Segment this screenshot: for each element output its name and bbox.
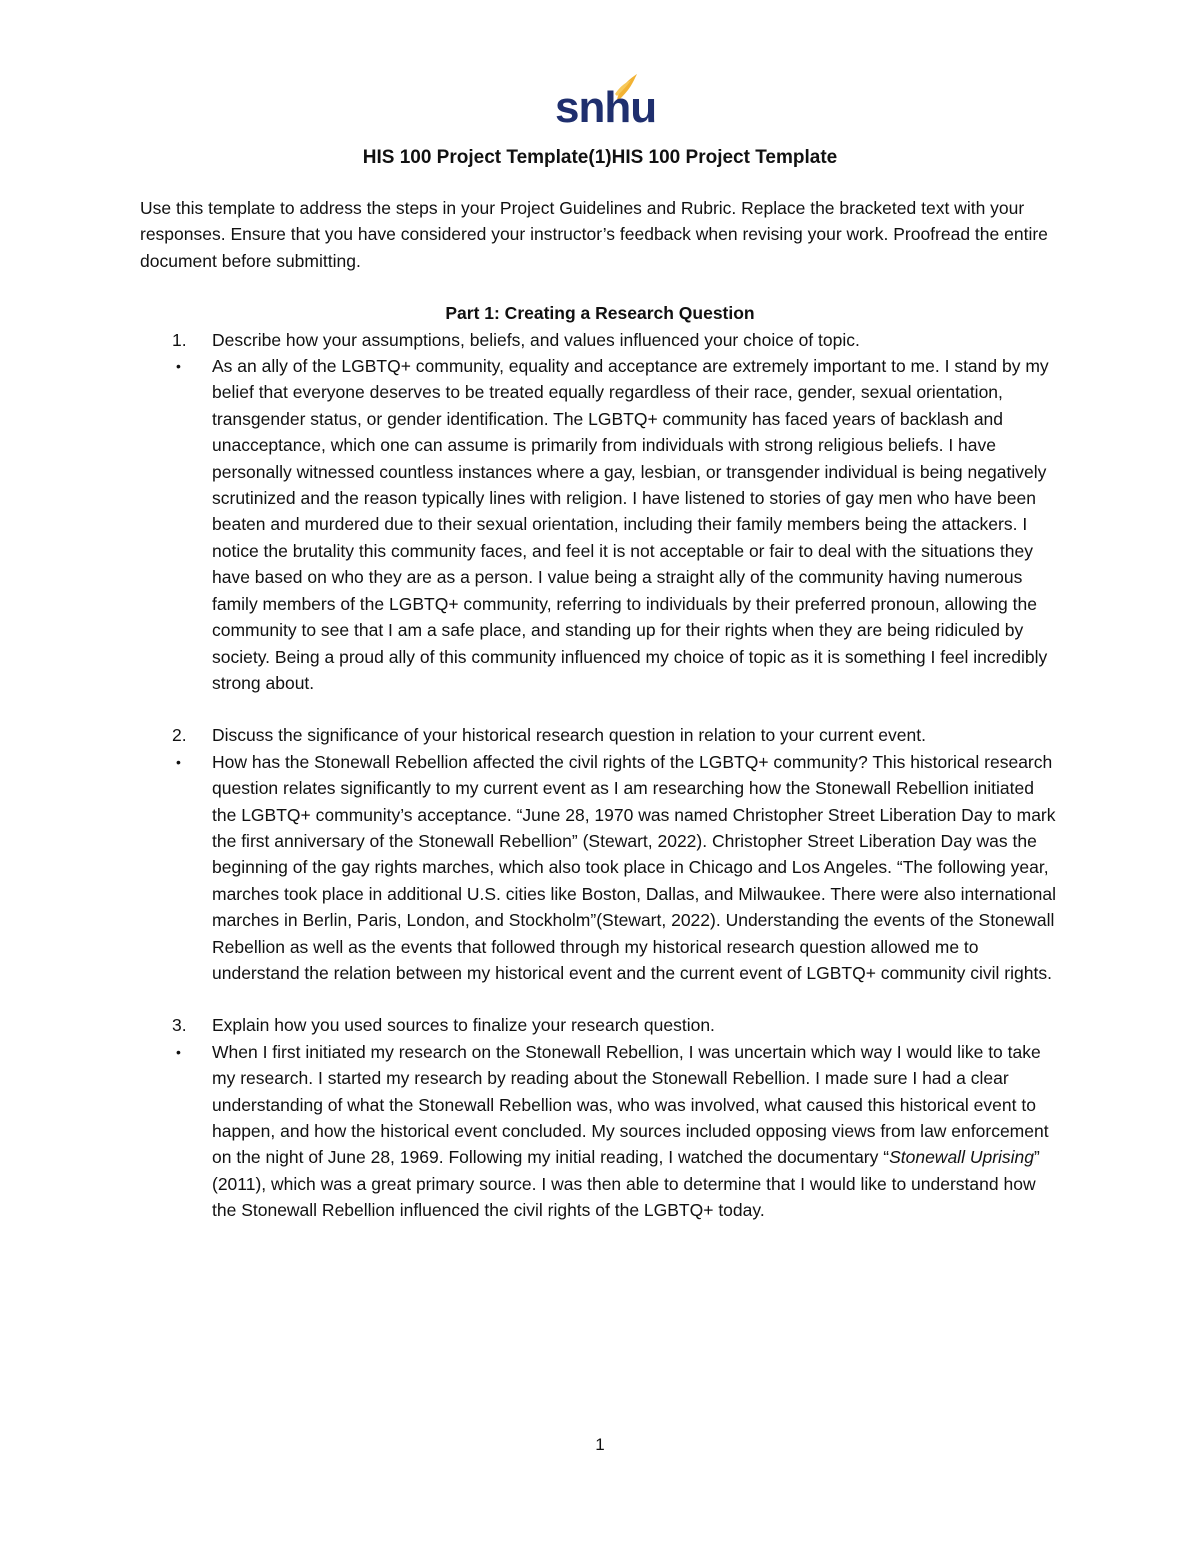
question-number: 1. <box>172 329 187 350</box>
answer-item <box>140 749 1060 987</box>
question-number: 3. <box>172 1015 187 1036</box>
bullet-icon: • <box>176 358 181 375</box>
question-item <box>140 327 1060 353</box>
bullet-icon: • <box>176 1043 181 1060</box>
question-text: Explain how you used sources to finalize your research question. <box>212 1015 715 1036</box>
question-text: Describe how your assumptions, beliefs, and values influenced your choice of topic. <box>212 329 860 350</box>
document-body <box>140 195 1060 1224</box>
document-title: HIS 100 Project Template(1)HIS 100 Project Template <box>362 147 838 168</box>
answer-text-part: When I first initiated my research on the Stonewall Rebellion, I was uncertain which way I would like to take my research. I started my research by reading about the Stonewall Rebellion. I made sure I had a clear understanding of what the Stonewall Rebellion was, who was involved, what caused this historical event to happen, and how the historical event concluded. My sources included opposing views from law enforcement on the night of June 28, 1969. Following my initial reading, I watched the documentary “ <box>212 1041 1049 1168</box>
logo-wordmark: snhu <box>555 83 657 132</box>
part-heading: Part 1: Creating a Research Question <box>445 303 755 324</box>
answer-item <box>140 353 1060 696</box>
question-item <box>140 722 1060 748</box>
answer-text: As an ally of the LGBTQ+ community, equality and acceptance are extremely important to me. I stand by my belief that everyone deserves to be treated equally regardless of their race, gender, sexual orientation, transgender status, or gender identification. The LGBTQ+ community has faced years of backlash and unacceptance, which one can assume is primarily from individuals with strong religious beliefs. I have personally witnessed countless instances where a gay, lesbian, or transgender individual is being negatively scrutinized and the reason typically lines with religion. I have listened to stories of gay men who have been beaten and murdered due to their sexual orientation, including their family members being the attackers. I notice the brutality this community faces, and feel it is not acceptable or fair to deal with the situations they have based on who they are as a person. I value being a straight ally of the community having numerous family members of the LGBTQ+ community, referring to individuals by their preferred pronoun, allowing the community to see that I am a safe place, and standing up for their rights when they are being ridiculed by society. Being a proud ally of this community influenced my choice of topic as it is something I feel incredibly strong about. <box>212 356 1049 693</box>
question-number: 2. <box>172 725 187 746</box>
question-text: Discuss the significance of your historical research question in relation to your current event. <box>212 725 926 746</box>
page-number: 1 <box>595 1435 605 1454</box>
answer-text-part: ” (2011), which was a great primary source. I was then able to determine that I would like to understand how the Stonewall Rebellion influenced the civil rights of the LGBTQ+ today. <box>212 1147 1040 1221</box>
intro-paragraph: Use this template to address the steps in your Project Guidelines and Rubric. Replace the bracketed text with your responses. Ensure that you have considered your instructor’s feedback when revising your work. Proofread the entire document before submitting. <box>140 198 1048 271</box>
answer-text: How has the Stonewall Rebellion affected the civil rights of the LGBTQ+ community? This historical research question relates significantly to my current event as I am researching how the Stonewall Rebellion initiated the LGBTQ+ community’s acceptance. “June 28, 1970 was named Christopher Street Liberation Day to mark the first anniversary of the Stonewall Rebellion” (Stewart, 2022). Christopher Street Liberation Day was the beginning of the gay rights marches, which also took place in Chicago and Los Angeles. “The following year, marches took place in additional U.S. cities like Boston, Dallas, and Milwaukee. There were also international marches in Berlin, Paris, London, and Stockholm”(Stewart, 2022). Understanding the events of the Stonewall Rebellion as well as the events that followed through my historical research question allowed me to understand the relation between my historical event and the current event of LGBTQ+ community civil rights. <box>212 751 1056 983</box>
bullet-icon: • <box>176 753 181 770</box>
answer-text <box>212 1039 1060 1224</box>
documentary-title: Stonewall Uprising <box>889 1147 1035 1168</box>
answer-item <box>140 1039 1060 1224</box>
snhu-logo <box>555 72 657 134</box>
question-item <box>140 1012 1060 1038</box>
